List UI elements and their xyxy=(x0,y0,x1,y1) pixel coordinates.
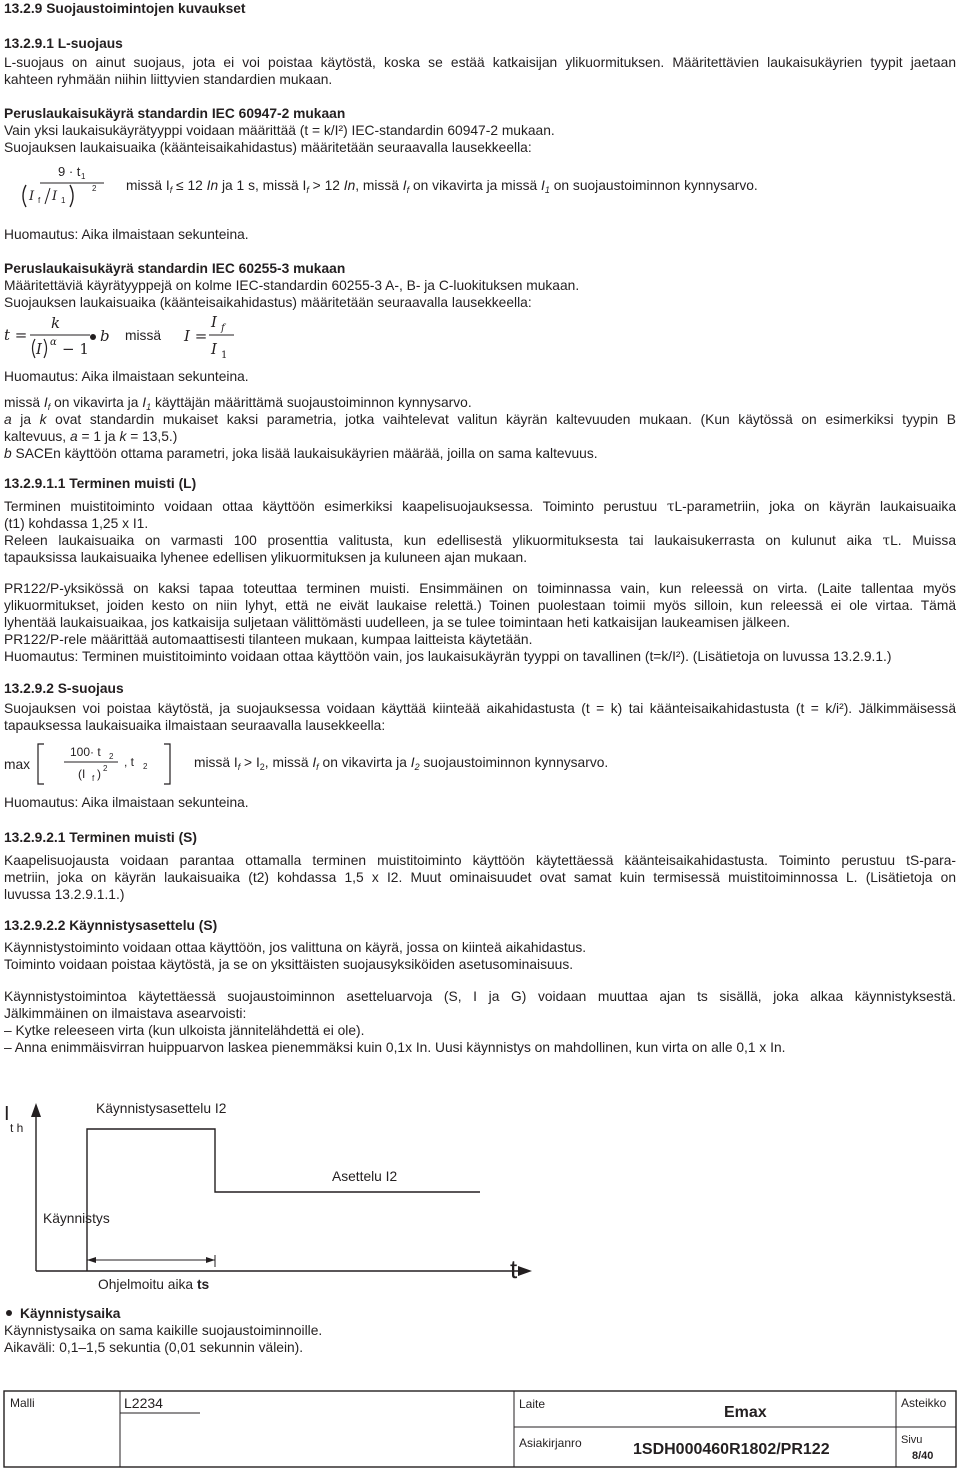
thermal-l-p2-line-1 xyxy=(4,532,956,551)
formula-t-eq: t = xyxy=(4,326,28,344)
formula-den-sub: f xyxy=(92,774,95,783)
formula-comma-sub: 2 xyxy=(143,762,148,771)
thermal-l-p3-line-4: PR122/P-rele määrittää automaattisesti tilanteen mukaan, kumpaa laitteista käytetään. xyxy=(4,632,533,647)
formula-den-b: I xyxy=(52,189,58,204)
iec60255-def-3 xyxy=(4,445,956,463)
thermal-s-line-2: metriin, joka on käyrän laukaisuaika (t2) kohdassa 1,5 x I2. Muut ominaisuudet ovat samat kuin termisessä muistitoiminnossa L. (Lisätietoja on xyxy=(4,870,956,885)
cond-part: In xyxy=(343,178,356,193)
formula-numerator-sub: 1 xyxy=(81,172,86,181)
def-part: I xyxy=(142,395,147,410)
formula-numerator: 9 · t xyxy=(58,164,81,179)
formula-max: max xyxy=(4,757,31,772)
diagram-x-arrow xyxy=(518,1266,532,1276)
iec60255-def-2-line-1 xyxy=(4,411,956,429)
cond-sub: f xyxy=(306,185,309,195)
footer-asiakirjanro-label: Asiakirjanro xyxy=(519,1436,582,1450)
footer-asteikko-label: Asteikko xyxy=(901,1396,947,1410)
diagram-ts-arrow-left xyxy=(87,1257,96,1263)
def-part: b xyxy=(4,446,12,461)
def-part: k xyxy=(39,412,47,427)
formula-numerator-sub: 2 xyxy=(109,752,114,761)
def-part: kaltevuus, xyxy=(4,429,70,444)
formula-I1-sub: 1 xyxy=(221,350,228,361)
diagram-label-setting: Asettelu I2 xyxy=(332,1169,398,1184)
cond-sub: f xyxy=(237,762,241,772)
cond-part: In xyxy=(206,178,219,193)
cond-part: ja 1 s, missä I xyxy=(218,178,307,193)
cond-sub: 1 xyxy=(544,185,550,195)
startup-heading: 13.2.9.2.2 Käynnistysasettelu (S) xyxy=(4,918,218,933)
diagram-label-startup: Käynnistys xyxy=(43,1211,110,1226)
s-protection-heading: 13.2.9.2 S-suojaus xyxy=(4,681,124,696)
thermal-l-heading: 13.2.9.1.1 Terminen muisti (L) xyxy=(4,476,197,491)
iec60947-note: Huomautus: Aika ilmaistaan sekunteina. xyxy=(4,227,249,242)
startup-time-line-2: Aikaväli: 0,1–1,5 sekuntia (0,01 sekunnin välein). xyxy=(4,1340,304,1355)
def-part: ovat standardin mukaiset kaksi parametria, jotka vaihtelevat valitun käyrän kaltevuuden mukaan. (Kun käytössä on esimerkiksi tyypin B xyxy=(46,412,957,427)
startup-line-1: Käynnistystoiminto voidaan ottaa käyttöön, jos valittuna on käyrä, jossa on kiinteä aikahidastus. xyxy=(4,940,587,955)
startup-diagram xyxy=(0,1095,560,1295)
diagram-y-arrow xyxy=(31,1103,41,1117)
thermal-l-p3-line-5: Huomautus: Terminen muistitoiminto voidaan ottaa käyttöön vain, jos laukaisukäyrän tyyppi on tavallinen (t=k/I²). (Lisätietoja on luvussa 13.2.9.1.) xyxy=(4,649,892,664)
formula-minus-one: − 1 xyxy=(62,340,89,358)
text-part: L-parametriin, joka on käyrän laukaisuaika xyxy=(674,499,956,514)
bullet-icon xyxy=(6,1310,12,1316)
s-protection-condition xyxy=(194,754,954,777)
def-part: missä xyxy=(4,395,44,410)
cond-part: on suojaustoiminnon kynnysarvo. xyxy=(549,178,758,193)
diagram-label-startup-setting: Käynnistysasettelu I2 xyxy=(96,1101,227,1116)
diagram-current-curve xyxy=(87,1129,480,1192)
cond-part: > 12 xyxy=(308,178,344,193)
cond-part: on vikavirta ja missä xyxy=(409,178,542,193)
cond-part: I xyxy=(541,178,545,193)
def-part: I xyxy=(43,395,48,410)
iec60947-line-2: Suojauksen laukaisuaika (käänteisaikahidastus) määritetään seuraavalla lausekkeella: xyxy=(4,140,532,155)
formula-k: k xyxy=(51,314,61,332)
cond-part: missä I xyxy=(126,178,170,193)
formula-right-paren xyxy=(70,185,73,207)
diagram-y-label: I xyxy=(4,1103,10,1125)
footer-sivu-label: Sivu xyxy=(901,1434,923,1446)
cond-sub: f xyxy=(169,185,173,195)
cond-sub: 2 xyxy=(414,762,420,772)
formula-If: I xyxy=(211,313,217,331)
text-part: Releen laukaisuaika on varmasti 100 prosenttia valitusta, kun edellisestä ylikuormituksesta tai laukaisukerrasta on kulunut aika xyxy=(4,533,883,548)
iec60947-condition xyxy=(126,177,946,200)
formula-left-paren xyxy=(23,185,26,207)
cond-sub: f xyxy=(316,762,319,772)
cond-part: I xyxy=(410,755,415,770)
iec60947-formula xyxy=(4,160,114,212)
diagram-ts-arrow-right xyxy=(206,1257,215,1263)
iec60255-formula xyxy=(4,310,254,366)
formula-exponent: 2 xyxy=(92,184,97,193)
formula-dot xyxy=(90,334,96,340)
text-part: Terminen muistitoiminto voidaan ottaa käyttöön esimerkiksi kaapelisuojauksessa. Toiminto perustuu xyxy=(4,499,667,514)
thermal-l-p3-line-1: PR122/P-yksikössä on kaksi tapaa toteuttaa terminen muisti. Ensimmäinen on toiminnassa vain, kun releessä on virta. (Laite tallentaa myös xyxy=(4,581,956,596)
tau-symbol: τ xyxy=(666,499,675,515)
cond-part: missä I xyxy=(194,755,238,770)
thermal-s-line-1: Kaapelisuojausta voidaan parantaa ottamalla terminen muistitoiminto käyttöön käytettäessä käänteisaikahidastusta. Toiminto perustuu tS-para- xyxy=(4,853,956,868)
thermal-l-p3-line-2: ylikuormitukset, joiden kesto on niin lyhyt, että ne eivät laukaise relettä.) Toinen puolestaan toimii myös silloin, kun releessä ei ole virtaa. Tämä xyxy=(4,598,956,613)
footer-malli-label: Malli xyxy=(10,1396,35,1410)
s-protection-note: Huomautus: Aika ilmaistaan sekunteina. xyxy=(4,795,249,810)
def-part: a xyxy=(69,429,78,444)
cond-part: suojaustoiminnon kynnysarvo. xyxy=(419,755,609,770)
s-protection-line-1: Suojauksen voi poistaa käytöstä, ja suojauksessa voidaan käyttää kiinteää aikahidastusta (t = k) tai käänteisaikahidastusta (t = k/i²). Jälkimmäisessä xyxy=(4,701,956,716)
iec60255-heading: Peruslaukaisukäyrä standardin IEC 60255-3 mukaan xyxy=(4,261,346,276)
formula-den-a: I xyxy=(29,189,35,204)
formula-alpha: α xyxy=(50,337,57,348)
s-protection-formula xyxy=(4,740,189,788)
diagram-label-programmed xyxy=(98,1277,210,1292)
iec60255-line-1: Määritettäviä käyrätyyppejä on kolme IEC-standardin 60255-3 A-, B- ja C-luokituksen mukaan. xyxy=(4,278,580,293)
cond-part: I xyxy=(312,755,317,770)
text-part: L. Muissa xyxy=(890,533,956,548)
iec60255-line-2: Suojauksen laukaisuaika (käänteisaikahidastus) määritetään seuraavalla lausekkeella: xyxy=(4,295,532,310)
footer-laite-value: Emax xyxy=(724,1404,767,1421)
section-heading: 13.2.9 Suojaustoimintojen kuvaukset xyxy=(4,1,246,16)
cond-part: > I xyxy=(240,755,260,770)
formula-den-close: ) xyxy=(97,767,101,781)
thermal-l-p1-line-1 xyxy=(4,498,956,517)
def-sub: f xyxy=(47,402,51,412)
def-part: ja xyxy=(11,412,40,427)
cond-part: , missä xyxy=(355,178,403,193)
formula-I-eq: I = xyxy=(184,327,208,345)
startup-line-4: Jälkimmäinen on ilmaistava asearvoisti: xyxy=(4,1006,247,1021)
cond-part: on vikavirta ja xyxy=(318,755,411,770)
iec60255-note: Huomautus: Aika ilmaistaan sekunteina. xyxy=(4,369,249,384)
footer-asiakirjanro-value: 1SDH000460R1802/PR122 xyxy=(633,1441,830,1458)
diagram-label-ts: ts xyxy=(196,1277,210,1292)
startup-line-2: Toiminto voidaan poistaa käytöstä, ja se on yksittäisten suojausyksiköiden asetusominaisuus. xyxy=(4,957,574,972)
formula-I1: I xyxy=(211,340,217,358)
formula-den: (I xyxy=(78,767,86,781)
thermal-l-p1-line-2: (t1) kohdassa 1,25 x I1. xyxy=(4,516,149,531)
startup-line-3: Käynnistystoimintoa käytettäessä suojaustoiminnon asetteluarvoja (S, I ja G) voidaan muuttaa ajan ts sisällä, joka alkaa käynnistyksestä. xyxy=(4,989,956,1004)
thermal-l-p2-line-2: tapauksissa laukaisuaika lyhenee edellisen ylikuormituksen ja kuluneen ajan mukaan. xyxy=(4,550,528,565)
startup-time-line-1: Käynnistysaika on sama kaikille suojaustoiminnoille. xyxy=(4,1323,323,1338)
thermal-s-heading: 13.2.9.2.1 Terminen muisti (S) xyxy=(4,830,197,845)
thermal-s-line-3: luvussa 13.2.9.1.1.) xyxy=(4,887,125,902)
startup-time-heading xyxy=(4,1305,956,1323)
startup-bullet-1: – Kytke releeseen virta (kun ulkoista jännitelähdettä ei ole). xyxy=(4,1023,365,1038)
intro-line-1: L-suojaus on ainut suojaus, jota ei voi poistaa käytöstä, koska se estää katkaisijan ylikuormituksen. Määritettävien laukaisukäyrien tyypit jaetaan xyxy=(4,55,956,70)
def-part: k xyxy=(119,429,127,444)
formula-left-paren xyxy=(33,339,36,358)
diagram-label-programmed-text: Ohjelmoitu aika xyxy=(98,1277,197,1292)
iec60947-heading: Peruslaukaisukäyrä standardin IEC 60947-2 mukaan xyxy=(4,106,346,121)
cond-sub: 2 xyxy=(259,762,265,772)
def-part: käyttäjän määrittämä suojaustoiminnon kynnysarvo. xyxy=(151,395,472,410)
formula-slash xyxy=(45,188,50,204)
s-protection-line-2: tapauksessa laukaisuaika ilmaistaan seuraavalla lausekkeella: xyxy=(4,718,386,733)
diagram-y-label-sub: t h xyxy=(10,1121,24,1135)
formula-missa: missä xyxy=(125,328,162,343)
def-part: = 1 ja xyxy=(77,429,120,444)
tau-symbol: τ xyxy=(882,533,891,549)
startup-bullet-2: – Anna enimmäisvirran huippuarvon laskea pienemmäksi kuin 0,1x In. Uusi käynnistys on mahdollinen, kun virta on alle 0,1 x In. xyxy=(4,1040,786,1055)
iec60255-def-2-line-2 xyxy=(4,428,956,446)
formula-right-paren xyxy=(44,339,47,358)
formula-den-exp: 2 xyxy=(103,764,108,773)
footer-sivu-value: 8/40 xyxy=(912,1450,934,1462)
thermal-l-p3-line-3: lyhentää laukaisuaikaa, jos katkaisija suljetaan välittömästi uudelleen, ja se tulee toimintaan heti katkaisijan laukeamisen jälkeen. xyxy=(4,615,791,630)
formula-den-b-sub: 1 xyxy=(61,196,66,205)
def-part: = 13,5.) xyxy=(126,429,178,444)
footer-malli-value: L2234 xyxy=(124,1395,163,1411)
formula-comma-t: , t xyxy=(124,755,135,769)
formula-I: I xyxy=(36,340,42,358)
def-sub: 1 xyxy=(146,402,152,412)
cond-sub: f xyxy=(406,185,410,195)
formula-If-sub: f xyxy=(221,323,225,334)
cond-part: , missä xyxy=(264,755,313,770)
sub-heading-l-protection: 13.2.9.1 L-suojaus xyxy=(4,36,123,51)
formula-numerator: 100· t xyxy=(70,745,101,759)
formula-right-bracket xyxy=(164,744,170,784)
cond-part: ≤ 12 xyxy=(172,178,207,193)
formula-left-bracket xyxy=(38,744,44,784)
def-part: SACEn käyttöön ottama parametri, joka lisää laukaisukäyrien määrää, joilla on sama kaltevuus. xyxy=(11,446,598,461)
formula-den-a-sub: f xyxy=(38,196,41,205)
footer-laite-label: Laite xyxy=(519,1397,546,1411)
startup-time-heading-text: Käynnistysaika xyxy=(20,1306,121,1321)
def-part: on vikavirta ja xyxy=(50,395,143,410)
formula-b: b xyxy=(100,327,110,345)
cond-part: I xyxy=(402,178,407,193)
intro-line-2: kahteen ryhmään niihin liittyvien standardien mukaan. xyxy=(4,72,333,87)
def-part: a xyxy=(4,412,12,427)
diagram-x-label: t xyxy=(510,1254,518,1284)
iec60947-line-1: Vain yksi laukaisukäyrätyyppi voidaan määrittää (t = k/I²) IEC-standardin 60947-2 mukaan. xyxy=(4,123,555,138)
